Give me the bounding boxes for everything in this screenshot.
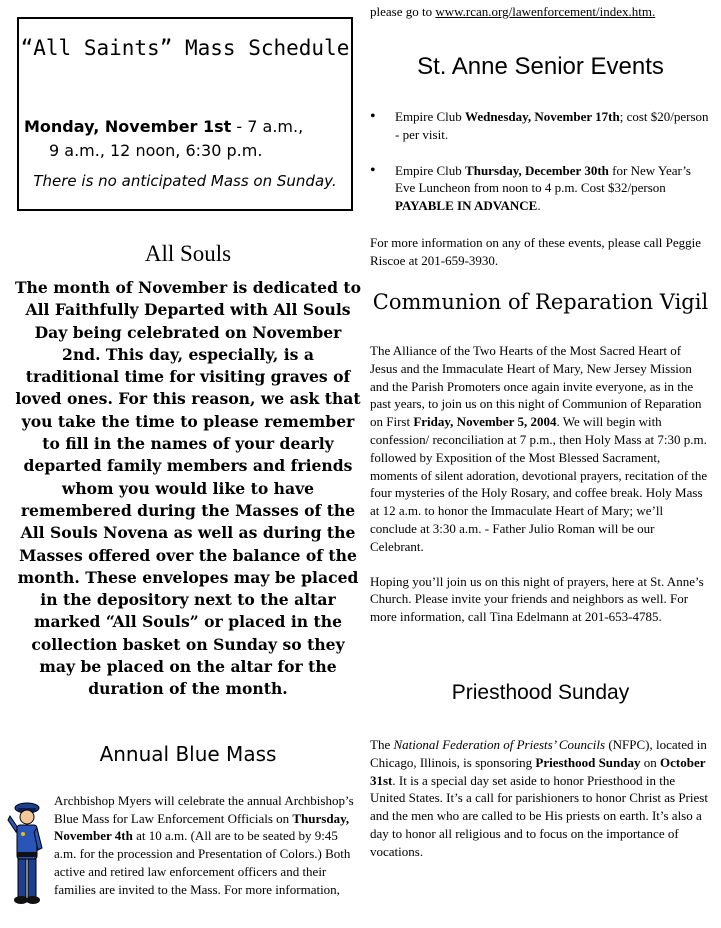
- vigil-p1-a: The Alliance of the Two Hearts of the Most Sacred Heart of Jesus and the Immaculate Heart of Mary, New Jersey Mission and the Parish Promoters once again invite everyone, as in the past years, to join us on this night of Communion of Reparation on First: [370, 343, 702, 430]
- priesthood-body: [370, 736, 710, 861]
- all-souls-body: The month of November is dedicated to All Faithfully Departed with All Souls Day being celebrated on November 2nd. This day, especially, is a traditional time for visiting graves of loved ones. For this reason, we ask that you take the time to please remember to fill in the names of your dearly departed family members and friends whom you would like to have remembered during the Masses of the All Souls Novena as well as during the Masses offered over the balance of the month. These envelopes may be placed in the depository next to the altar marked “All Souls” or placed in the collection basket on Sunday so they may be placed on the altar for the duration of the month.: [14, 278, 362, 699]
- schedule-day: Monday, November 1st: [24, 117, 232, 136]
- event-2-emphasis: PAYABLE IN ADVANCE: [395, 198, 538, 214]
- anticipated-mass-note: There is no anticipated Mass on Sunday.: [33, 172, 337, 190]
- event-1-suffix: ; cost $20/person - per visit.: [395, 109, 709, 142]
- senior-events-heading: St. Anne Senior Events: [417, 53, 664, 80]
- priesthood-event: Priesthood Sunday: [535, 754, 641, 770]
- law-enforcement-link[interactable]: www.rcan.org/lawenforcement/index.htm.: [435, 4, 656, 19]
- mass-schedule-times: [24, 115, 354, 163]
- blue-mass-date: Thursday, November 4th: [54, 810, 350, 844]
- priesthood-heading: Priesthood Sunday: [451, 681, 630, 704]
- vigil-heading: Communion of Reparation Vigil: [372, 290, 709, 314]
- all-souls-heading: All Souls: [144, 241, 232, 266]
- vigil-paragraph-2: Hoping you’ll join us on this night of prayers, here at St. Anne’s Church. Please invite your friends and neighbors as well. For more information, call Tina Edelmann at 201-653-4785.: [370, 573, 704, 625]
- continued-prefix: please go to: [370, 4, 436, 19]
- senior-events-more-info: For more information on any of these events, please call Peggie Riscoe at 201-659-3930.: [370, 235, 702, 268]
- schedule-times-1: - 7 a.m.,: [231, 117, 304, 136]
- list-item: [370, 162, 710, 215]
- blue-mass-heading: Annual Blue Mass: [99, 742, 277, 766]
- mass-schedule-title: “All Saints” Mass Schedule: [20, 36, 350, 60]
- police-officer-icon: [6, 796, 46, 914]
- blue-mass-text-1: Archbishop Myers will celebrate the annual Archbishop’s Blue Mass for Law Enforcement Officials on: [54, 793, 354, 826]
- priesthood-org: National Federation of Priests’ Councils: [393, 737, 606, 752]
- senior-events-list: [370, 108, 710, 233]
- event-2-end: .: [537, 198, 541, 214]
- event-2-middle: for New Year’s Eve Luncheon from noon to 4 p.m. Cost $32/person: [395, 162, 691, 196]
- vigil-date: Friday, November 5, 2004: [413, 414, 557, 430]
- list-item: [370, 108, 710, 144]
- vigil-p1-b: . We will begin with confession/ reconciliation at 7 p.m., then Holy Mass at 7:30 p.m. followed by Exposition of the Most Blessed Sacrament, moments of silent adoration, devotional prayers, recitation of the four mysteries of the Holy Rosary, and coffee break. Holy Mass at 12 a.m. to honor the Immaculate Heart of Mary; we’ll conclude at 3:30 a.m. - Father Julio Roman will be our Celebrant.: [370, 414, 708, 554]
- blue-mass-text-2: at 10 a.m. (All are to be seated by 9:45 a.m. for the procession and Presentation of Colors.) Both active and retired law enforcement officers and their families are invited to the Mass. For more information,: [54, 828, 351, 897]
- priesthood-t1: The: [370, 737, 394, 752]
- event-1-prefix: Empire Club: [395, 109, 466, 124]
- priesthood-t3: on: [640, 754, 661, 770]
- schedule-times-2: 9 a.m., 12 noon, 6:30 p.m.: [49, 141, 263, 160]
- blue-mass-body: [14, 792, 362, 914]
- priesthood-t4: . It is a special day set aside to honor Priesthood in the United States. It’s a call for parishioners to honor Christ as Priest and the men who are called to be His priests on earth. It’s also a day to honor all religious and to focus on the importance of vocations.: [370, 772, 708, 859]
- priesthood-date: October 31st: [370, 754, 706, 788]
- event-2-prefix: Empire Club: [395, 162, 466, 178]
- mass-schedule-box: [17, 17, 353, 211]
- event-2-date: Thursday, December 30th: [465, 162, 609, 178]
- event-1-date: Wednesday, November 17th: [465, 109, 620, 124]
- vigil-paragraph-1: [370, 342, 710, 556]
- vigil-body: [370, 342, 710, 643]
- priesthood-t2: (NFPC), located in Chicago, Illinois, is sponsoring: [370, 737, 707, 770]
- continued-text: [370, 4, 655, 20]
